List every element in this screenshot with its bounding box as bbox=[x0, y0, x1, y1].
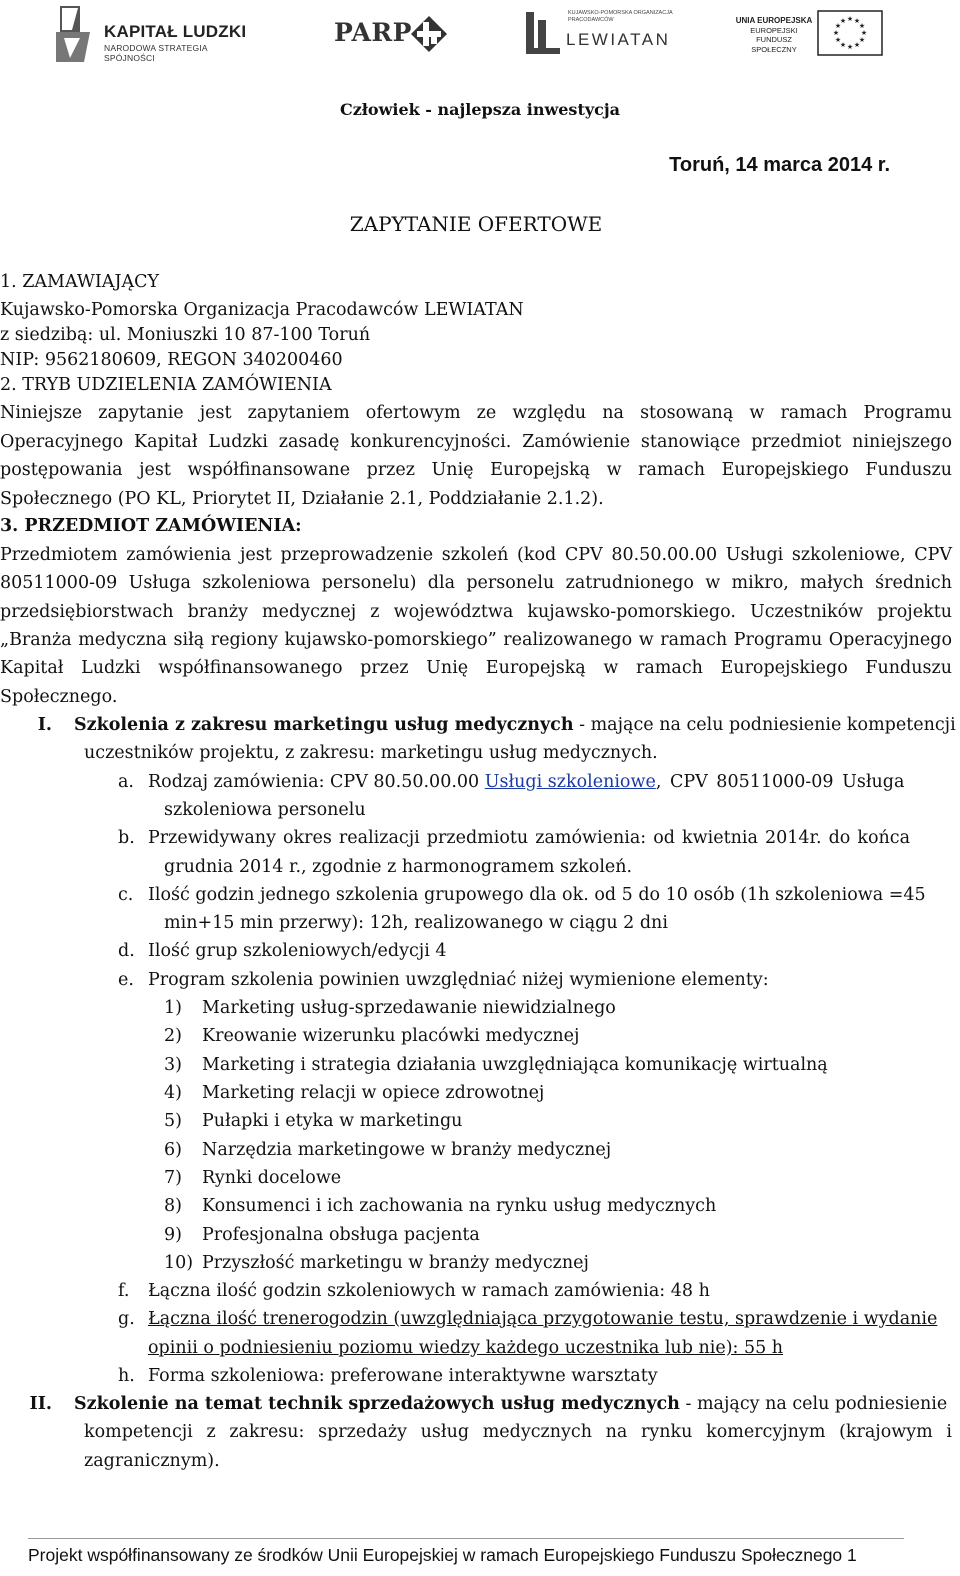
subitem-b bbox=[118, 824, 952, 852]
lewiatan-emblem-icon bbox=[524, 10, 562, 56]
program-text: Profesjonalna obsługa pacjenta bbox=[202, 1225, 480, 1245]
section3-line: Kapitał Ludzki współfinansowanego przez Unię Europejską w ramach Europejskiego Funduszu bbox=[0, 658, 952, 678]
lewiatan-small-text: KUJAWSKO-POMORSKA ORGANIZACJA PRACODAWCÓW bbox=[568, 10, 673, 23]
subitem-text: Łączna ilość trenerogodzin (uwzględniająca przygotowanie testu, sprawdzenie i wydanie bbox=[148, 1309, 938, 1329]
subitem-d bbox=[118, 937, 960, 965]
svg-text:★: ★ bbox=[834, 36, 842, 44]
parp-logo bbox=[334, 8, 454, 58]
subitem-g bbox=[118, 1305, 952, 1333]
svg-text:★: ★ bbox=[846, 15, 854, 23]
kapital-ludzki-name: KAPITAŁ LUDZKI bbox=[104, 22, 247, 41]
section2-line: Niniejsze zapytanie jest zapytaniem ofertowym ze względu na stosowaną w ramach Programu bbox=[0, 403, 952, 423]
subitem-text-pre: Rodzaj zamówienia: CPV 80.50.00.00 bbox=[148, 772, 485, 792]
subitem-f bbox=[118, 1277, 960, 1305]
subitem-text: Program szkolenia powinien uwzględniać niżej wymienione elementy: bbox=[148, 970, 769, 990]
section3-line: przedsiębiorstwach branży medycznej z województwa kujawsko-pomorskiego. Uczestników projektu bbox=[0, 602, 952, 622]
program-item bbox=[164, 1107, 960, 1135]
section1-heading: 1. ZAMAWIAJĄCY bbox=[0, 272, 160, 292]
subitem-c bbox=[118, 881, 952, 909]
subitem-letter: h. bbox=[118, 1366, 135, 1386]
section3-line: Przedmiotem zamówienia jest przeprowadzenie szkoleń (kod CPV 80.50.00.00 Usługi szkoleniowe, CPV bbox=[0, 545, 952, 565]
subitem-e bbox=[118, 966, 960, 994]
orderer-address: z siedzibą: ul. Moniuszki 10 87-100 Toruń bbox=[0, 325, 371, 345]
svg-text:★: ★ bbox=[846, 43, 854, 51]
program-item bbox=[164, 1164, 960, 1192]
svg-text:★: ★ bbox=[832, 29, 840, 37]
subitem-b-cont: grudnia 2014 r., zgodnie z harmonogramem szkoleń. bbox=[164, 857, 633, 877]
program-number: 6) bbox=[164, 1140, 182, 1160]
kapital-ludzki-subtitle: NARODOWA STRATEGIA SPÓJNOŚCI bbox=[104, 43, 208, 63]
program-item bbox=[164, 994, 960, 1022]
section3-line: „Branża medyczna siłą regiony kujawsko-pomorskiego” realizowanego w ramach Programu Operacyjnego bbox=[0, 630, 952, 650]
cpv-link[interactable]: Usługi szkoleniowe bbox=[484, 772, 656, 792]
section2-line: postępowania jest współfinansowane przez Unię Europejską w ramach Europejskiego Funduszu bbox=[0, 460, 952, 480]
program-item bbox=[164, 1079, 960, 1107]
eu-text bbox=[733, 16, 815, 54]
program-text: Przyszłość marketingu w branży medycznej bbox=[202, 1253, 589, 1273]
motto: Człowiek - najlepsza inwestycja bbox=[339, 100, 621, 119]
subitem-letter: f. bbox=[118, 1281, 130, 1301]
subitem-letter: g. bbox=[118, 1309, 135, 1329]
training-description: - mające na celu podniesienie kompetencji bbox=[573, 715, 956, 735]
training-title: Szkolenie na temat technik sprzedażowych usług medycznych bbox=[74, 1394, 680, 1414]
program-number: 3) bbox=[164, 1055, 182, 1075]
subitem-a-cont: szkoleniowa personelu bbox=[164, 800, 366, 820]
svg-text:★: ★ bbox=[853, 41, 861, 49]
program-text: Rynki docelowe bbox=[202, 1168, 342, 1188]
roman-numeral: II. bbox=[29, 1394, 52, 1414]
training-item-1 bbox=[0, 711, 956, 739]
program-number: 9) bbox=[164, 1225, 182, 1245]
subitem-c-cont: min+15 min przerwy): 12h, realizowanego w ciągu 2 dni bbox=[164, 913, 668, 933]
subitem-h bbox=[118, 1362, 960, 1390]
subitem-g-cont: opinii o podniesieniu poziomu wiedzy każdego uczestnika lub nie): 55 h bbox=[148, 1338, 784, 1358]
program-text: Marketing usług-sprzedawanie niewidzialnego bbox=[202, 998, 616, 1018]
section3-line: 80511000-09 Usługa szkoleniowa personelu) dla personelu zatrudnionego w mikro, małych średnich bbox=[0, 573, 952, 593]
program-item bbox=[164, 1221, 960, 1249]
svg-text:★: ★ bbox=[834, 22, 842, 30]
document-title: ZAPYTANIE OFERTOWE bbox=[349, 212, 603, 236]
section2-line: Społecznego (PO KL, Priorytet II, Działanie 2.1, Poddziałanie 2.1.2). bbox=[0, 489, 604, 509]
parp-diamond-icon bbox=[409, 14, 449, 54]
kapital-ludzki-emblem-icon bbox=[50, 2, 96, 66]
subitem-text: Łączna ilość godzin szkoleniowych w ramach zamówienia: 48 h bbox=[148, 1281, 710, 1301]
training-description-cont: kompetencji z zakresu: sprzedaży usług medycznych na rynku komercyjnym (krajowym i bbox=[84, 1422, 952, 1442]
program-number: 4) bbox=[164, 1083, 182, 1103]
program-item bbox=[164, 1051, 960, 1079]
program-text: Narzędzia marketingowe w branży medycznej bbox=[202, 1140, 612, 1160]
subitem-a bbox=[118, 768, 952, 796]
subitem-text-post: , CPV 80511000-09 Usługa bbox=[655, 772, 905, 792]
training-item-2 bbox=[0, 1390, 952, 1418]
subitem-text: Ilość godzin jednego szkolenia grupowego dla ok. od 5 do 10 osób (1h szkoleniowa =45 bbox=[148, 885, 926, 905]
svg-text:★: ★ bbox=[839, 41, 847, 49]
program-number: 2) bbox=[164, 1026, 182, 1046]
subitem-letter: c. bbox=[118, 885, 134, 905]
program-text: Marketing relacji w opiece zdrowotnej bbox=[202, 1083, 545, 1103]
svg-text:★: ★ bbox=[839, 17, 847, 25]
orderer-name: Kujawsko-Pomorska Organizacja Pracodawców LEWIATAN bbox=[0, 300, 524, 320]
logo-bar bbox=[0, 0, 960, 70]
lewiatan-logo bbox=[524, 8, 674, 58]
program-text: Konsumenci i ich zachowania na rynku usług medycznych bbox=[202, 1196, 717, 1216]
roman-numeral: I. bbox=[37, 715, 52, 735]
program-item bbox=[164, 1022, 960, 1050]
svg-text:★: ★ bbox=[858, 36, 866, 44]
program-text: Pułapki i etyka w marketingu bbox=[202, 1111, 463, 1131]
section3-heading: 3. PRZEDMIOT ZAMÓWIENIA: bbox=[0, 516, 302, 536]
program-item bbox=[164, 1192, 960, 1220]
subitem-text: Ilość grup szkoleniowych/edycji 4 bbox=[148, 941, 447, 961]
program-number: 1) bbox=[164, 998, 182, 1018]
subitem-letter: a. bbox=[118, 772, 134, 792]
document-date: Toruń, 14 marca 2014 r. bbox=[669, 154, 890, 176]
subitem-text: Przewidywany okres realizacji przedmiotu zamówienia: od kwietnia 2014r. do końca bbox=[148, 828, 911, 848]
training-description: - mający na celu podniesienie bbox=[679, 1394, 948, 1414]
subitem-letter: d. bbox=[118, 941, 135, 961]
training-description-cont: uczestników projektu, z zakresu: marketingu usług medycznych. bbox=[84, 743, 658, 763]
subitem-text: Forma szkoleniowa: preferowane interaktywne warsztaty bbox=[148, 1366, 658, 1386]
section3-line: Społecznego. bbox=[0, 687, 118, 707]
program-number: 10) bbox=[164, 1253, 194, 1273]
program-number: 7) bbox=[164, 1168, 182, 1188]
parp-name: PARP bbox=[334, 18, 412, 47]
eu-line1: UNIA EUROPEJSKA bbox=[735, 16, 813, 25]
subitem-letter: b. bbox=[118, 828, 135, 848]
eu-line2: EUROPEJSKI bbox=[750, 25, 798, 35]
svg-text:★: ★ bbox=[860, 29, 868, 37]
svg-text:★: ★ bbox=[858, 22, 866, 30]
program-item bbox=[164, 1249, 960, 1277]
kapital-ludzki-logo bbox=[50, 2, 250, 66]
eu-flag-icon bbox=[817, 10, 883, 56]
training-title: Szkolenia z zakresu marketingu usług medycznych bbox=[74, 715, 574, 735]
eu-line3: FUNDUSZ SPOŁECZNY bbox=[751, 35, 797, 54]
footer-divider bbox=[28, 1538, 904, 1539]
program-number: 5) bbox=[164, 1111, 182, 1131]
lewiatan-name: LEWIATAN bbox=[566, 30, 671, 49]
program-text: Kreowanie wizerunku placówki medycznej bbox=[202, 1026, 580, 1046]
page-footer: Projekt współfinansowany ze środków Unii Europejskiej w ramach Europejskiego Funduszu Społecznego 1 bbox=[28, 1545, 857, 1565]
svg-text:★: ★ bbox=[853, 17, 861, 25]
eu-logo bbox=[733, 8, 893, 58]
section2-heading: 2. TRYB UDZIELENIA ZAMÓWIENIA bbox=[0, 375, 332, 395]
program-item bbox=[164, 1136, 960, 1164]
subitem-letter: e. bbox=[118, 970, 134, 990]
section2-line: Operacyjnego Kapitał Ludzki zasadę konkurencyjności. Zamówienie stanowiące przedmiot niniejszego bbox=[0, 432, 952, 452]
program-number: 8) bbox=[164, 1196, 182, 1216]
program-text: Marketing i strategia działania uwzględniająca komunikację wirtualną bbox=[202, 1055, 828, 1075]
orderer-nip: NIP: 9562180609, REGON 340200460 bbox=[0, 350, 343, 370]
training-description-cont: zagranicznym). bbox=[84, 1451, 220, 1471]
